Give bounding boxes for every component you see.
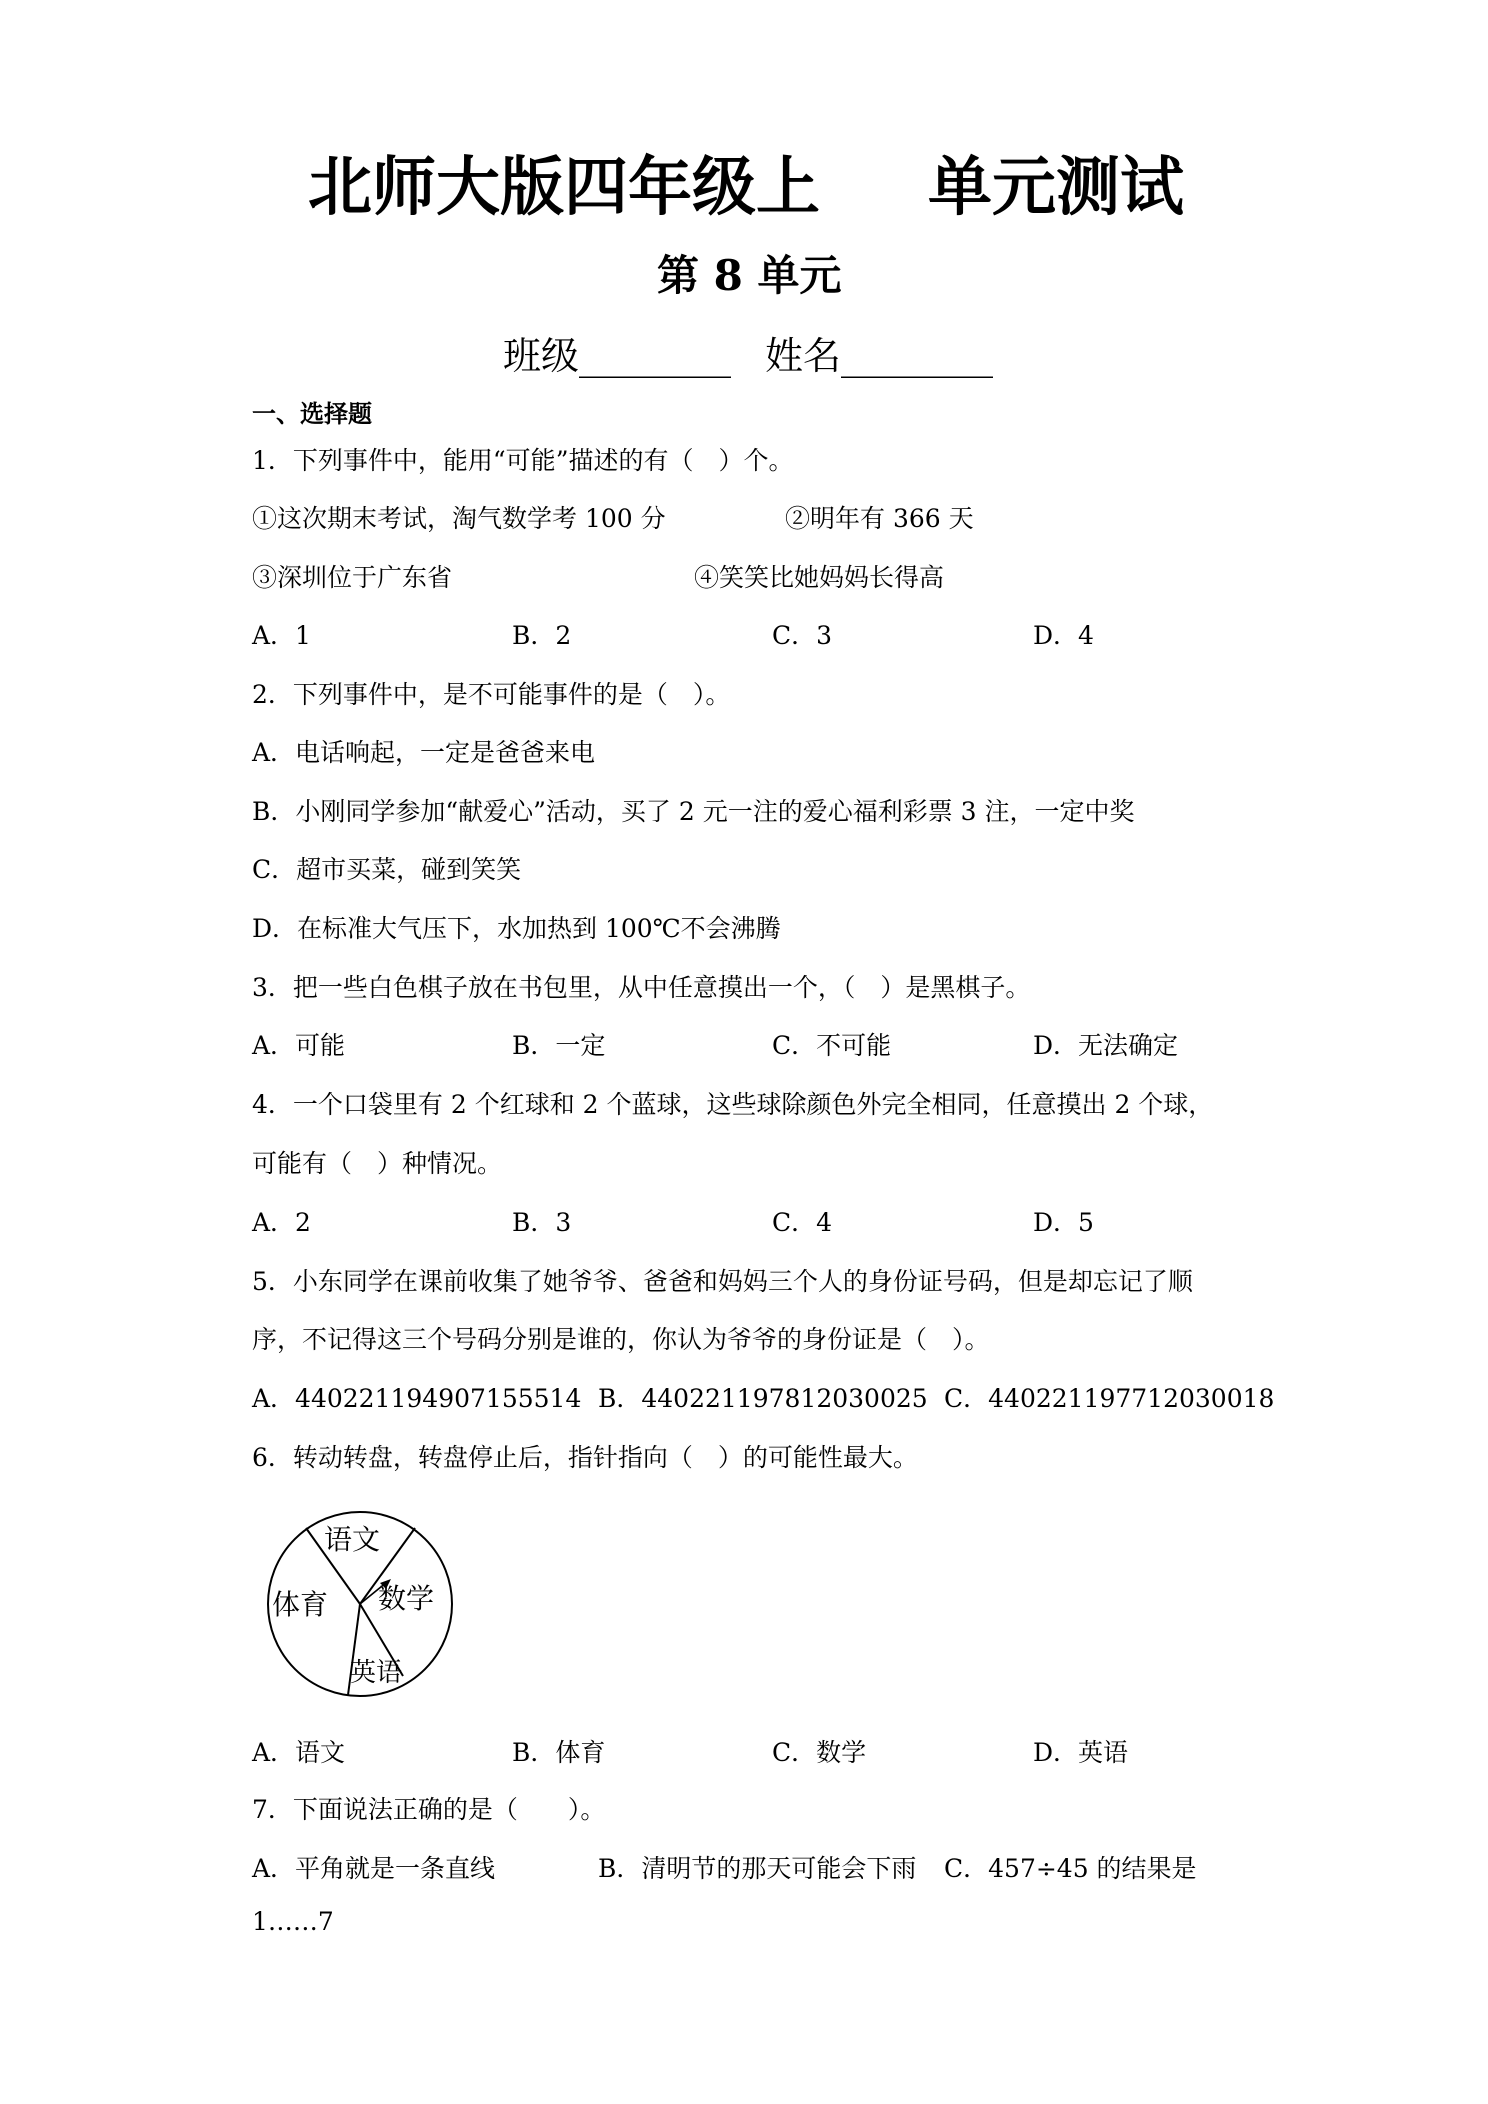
question-1-item-4: ④笑笑比她妈妈长得高	[694, 563, 945, 592]
question-4-stem-line-2: 可能有（ ）种情况。	[252, 1149, 503, 1178]
question-1-item-3: ③深圳位于广东省	[252, 563, 453, 592]
question-3-stem: 3．把一些白色棋子放在书包里，从中任意摸出一个，（ ）是黑棋子。	[252, 973, 1031, 1002]
question-2-option-d: D．在标准大气压下，水加热到 100℃不会沸腾	[252, 914, 781, 943]
question-1-item-2: ②明年有 366 天	[785, 504, 974, 533]
question-5-option-b: B．440221197812030025	[598, 1384, 928, 1413]
question-2-option-c: C．超市买菜，碰到笑笑	[252, 855, 522, 884]
question-4-option-b: B．3	[512, 1208, 572, 1237]
question-6-option-a: A．语文	[252, 1738, 346, 1767]
question-3-option-a: A．可能	[252, 1031, 346, 1060]
question-6-stem: 6．转动转盘，转盘停止后，指针指向（ ）的可能性最大。	[252, 1443, 918, 1472]
question-5-option-c: C．440221197712030018	[944, 1384, 1275, 1413]
spinner-label-chinese: 语文	[324, 1523, 381, 1556]
question-5-stem-line-2: 序，不记得这三个号码分别是谁的，你认为爷爷的身份证是（ ）。	[252, 1325, 990, 1354]
question-2-option-b: B．小刚同学参加“献爱心”活动，买了 2 元一注的爱心福利彩票 3 注，一定中奖	[252, 797, 1135, 826]
question-4-stem-line-1: 4．一个口袋里有 2 个红球和 2 个蓝球，这些球除颜色外完全相同，任意摸出 2 个球，	[252, 1090, 1214, 1119]
question-3-option-d: D．无法确定	[1033, 1031, 1179, 1060]
page-title-suffix: 单元测试	[928, 151, 1184, 225]
question-2-option-a: A．电话响起，一定是爸爸来电	[252, 738, 596, 767]
question-6-option-b: B．体育	[512, 1738, 606, 1767]
question-7-option-b: B．清明节的那天可能会下雨	[598, 1854, 917, 1883]
question-3-option-c: C．不可能	[772, 1031, 892, 1060]
spinner-label-math: 数学	[378, 1582, 435, 1615]
question-7-stem: 7．下面说法正确的是（ ）。	[252, 1795, 606, 1824]
question-4-option-c: C．4	[772, 1208, 833, 1237]
question-4-option-d: D．5	[1033, 1208, 1094, 1237]
question-2-stem: 2．下列事件中，是不可能事件的是（ ）。	[252, 680, 731, 709]
question-1-option-a: A．1	[252, 621, 311, 650]
question-7-option-a: A．平角就是一条直线	[252, 1854, 496, 1883]
question-7-option-c: C．457÷45 的结果是	[944, 1854, 1197, 1883]
spinner-wheel	[260, 1505, 460, 1703]
question-1-option-d: D．4	[1033, 621, 1094, 650]
question-6-option-c: C．数学	[772, 1738, 867, 1767]
question-1-option-c: C．3	[772, 621, 833, 650]
question-5-option-a: A．440221194907155514	[252, 1384, 582, 1413]
unit-subtitle: 第 8 单元	[657, 251, 842, 300]
section-title: 一、选择题	[252, 399, 372, 428]
question-3-option-b: B．一定	[512, 1031, 606, 1060]
question-1-item-1: ①这次期末考试，淘气数学考 100 分	[252, 504, 666, 533]
spinner-label-pe: 体育	[272, 1588, 329, 1621]
question-6-option-d: D．英语	[1033, 1738, 1129, 1767]
question-5-stem-line-1: 5．小东同学在课前收集了她爷爷、爸爸和妈妈三个人的身份证号码，但是却忘记了顺	[252, 1267, 1193, 1296]
name-field-label: 姓名________	[765, 334, 994, 378]
question-1-option-b: B．2	[512, 621, 572, 650]
question-7-option-c-continued: 1……7	[252, 1907, 334, 1936]
class-field-label: 班级________	[503, 334, 732, 378]
spinner-figure	[260, 1505, 460, 1707]
spinner-label-english: 英语	[350, 1658, 403, 1688]
question-1-stem: 1．下列事件中，能用“可能”描述的有（ ）个。	[252, 446, 794, 475]
question-4-option-a: A．2	[252, 1208, 311, 1237]
page-title: 北师大版四年级上	[308, 151, 820, 225]
